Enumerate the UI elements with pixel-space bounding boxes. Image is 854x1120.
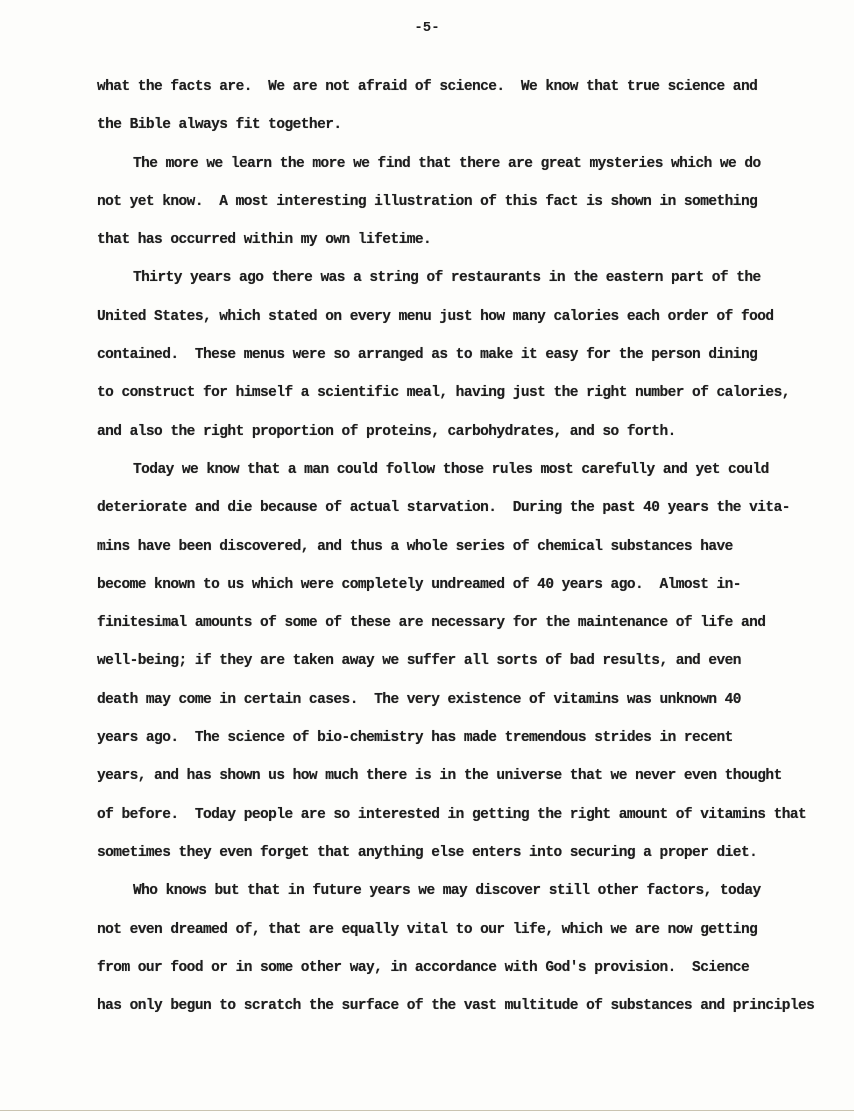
text-line: not even dreamed of, that are equally vital to our life, which we are now getting (97, 921, 758, 938)
text-line: deteriorate and die because of actual starvation. During the past 40 years the vita- (97, 500, 790, 517)
paragraph-start-line: Today we know that a man could follow those rules most carefully and yet could (133, 461, 769, 478)
page-bottom-edge (0, 1110, 854, 1111)
text-line: the Bible always fit together. (97, 117, 342, 134)
text-line: years ago. The science of bio-chemistry has made tremendous strides in recent (97, 730, 733, 747)
text-line: years, and has shown us how much there is in the universe that we never even thought (97, 768, 782, 785)
text-line: that has occurred within my own lifetime. (97, 232, 432, 249)
text-line: United States, which stated on every menu just how many calories each order of food (97, 308, 774, 325)
text-line: of before. Today people are so interested in getting the right amount of vitamins that (97, 806, 807, 823)
text-line: finitesimal amounts of some of these are necessary for the maintenance of life and (97, 615, 766, 632)
paragraph-start-line: The more we learn the more we find that there are great mysteries which we do (133, 155, 761, 172)
paragraph-start-line: Thirty years ago there was a string of restaurants in the eastern part of the (133, 270, 761, 287)
text-line: and also the right proportion of proteins, carbohydrates, and so forth. (97, 423, 676, 440)
text-line: from our food or in some other way, in accordance with God's provision. Science (97, 959, 750, 976)
text-line: well-being; if they are taken away we suffer all sorts of bad results, and even (97, 653, 741, 670)
text-line: death may come in certain cases. The very existence of vitamins was unknown 40 (97, 691, 741, 708)
text-line: to construct for himself a scientific meal, having just the right number of calories, (97, 385, 790, 402)
text-line: sometimes they even forget that anything else enters into securing a proper diet. (97, 844, 758, 861)
body-text (97, 76, 842, 1033)
page-number: -5- (414, 20, 440, 36)
text-line: mins have been discovered, and thus a whole series of chemical substances have (97, 538, 733, 555)
text-line: what the facts are. We are not afraid of science. We know that true science and (97, 79, 758, 95)
paragraph-start-line: Who knows but that in future years we may discover still other factors, today (133, 883, 761, 900)
text-line: has only begun to scratch the surface of the vast multitude of substances and principles (97, 998, 815, 1015)
text-line: become known to us which were completely undreamed of 40 years ago. Almost in- (97, 576, 741, 593)
text-line: not yet know. A most interesting illustration of this fact is shown in something (97, 193, 758, 210)
text-line: contained. These menus were so arranged as to make it easy for the person dining (97, 347, 758, 364)
